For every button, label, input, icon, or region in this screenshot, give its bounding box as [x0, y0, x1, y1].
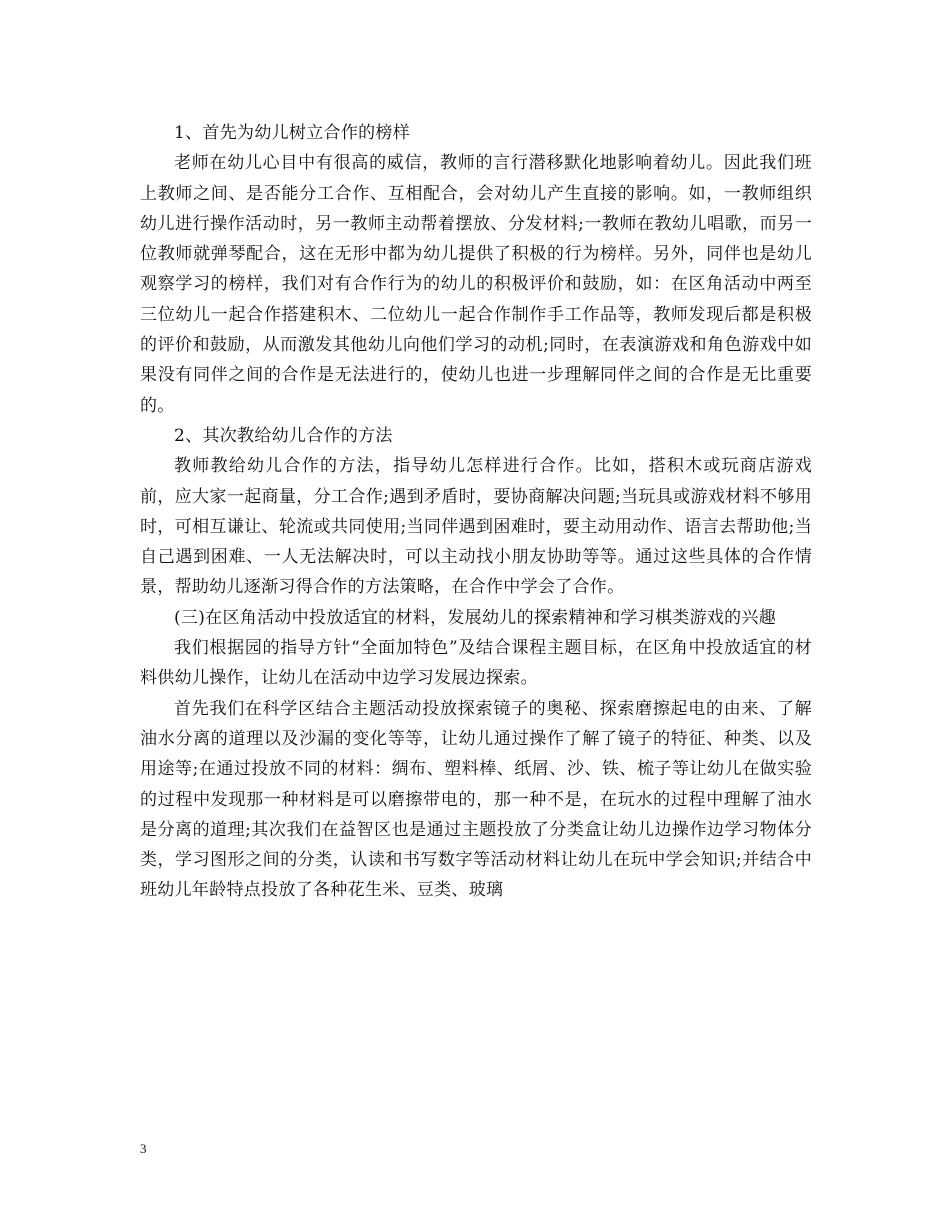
heading-teach-cooperation-method: 2、其次教给幼儿合作的方法	[174, 425, 393, 446]
paragraph-cooperation-method: 教师教给幼儿合作的方法，指导幼儿怎样进行合作。比如，搭积木或玩商店游戏前，应大家一起商量，分工合作;遇到矛盾时，要协商解决问题;当玩具或游戏材料不够用时，可相互谦让、轮流或共同使用;当同伴遇到困难时，要主动用动作、语言去帮助他;当自己遇到困难、一人无法解决时，可以主动找小朋友协助等等。通过这些具体的合作情景，帮助幼儿逐渐习得合作的方法策略，在合作中学会了合作。	[140, 456, 812, 598]
paragraph-teacher-role-model: 老师在幼儿心目中有很高的威信，教师的言行潜移默化地影响着幼儿。因此我们班上教师之间、是否能分工合作、互相配合，会对幼儿产生直接的影响。如，一教师组织幼儿进行操作活动时，另一教师主动帮着摆放、分发材料;一教师在教幼儿唱歌，而另一位教师就弹琴配合，这在无形中都为幼儿提供了积极的行为榜样。另外，同伴也是幼儿观察学习的榜样，我们对有合作行为的幼儿的积极评价和鼓励，如：在区角活动中两至三位幼儿一起合作搭建积木、二位幼儿一起合作制作手工作品等，教师发现后都是积极的评价和鼓励，从而激发其他幼儿向他们学习的动机;同时，在表演游戏和角色游戏中如果没有同伴之间的合作是无法进行的，使幼儿也进一步理解同伴之间的合作是无比重要的。	[140, 153, 812, 416]
heading-section-three: (三)在区角活动中投放适宜的材料，发展幼儿的探索精神和学习棋类游戏的兴趣	[174, 607, 777, 628]
heading-first-set-example: 1、首先为幼儿树立合作的榜样	[174, 123, 411, 143]
page-number: 3	[140, 1141, 147, 1156]
paragraph-science-area: 首先我们在科学区结合主题活动投放探索镜子的奥秘、探索磨擦起电的由来、了解油水分离的道理以及沙漏的变化等等，让幼儿通过操作了解了镜子的特征、种类、以及用途等;在通过投放不同的材料：绸布、塑料棒、纸屑、沙、铁、梳子等让幼儿在做实验的过程中发现那一种材料是可以磨擦带电的，那一种不是，在玩水的过程中理解了油水是分离的道理;其次我们在益智区也是通过主题投放了分类盒让幼儿边操作边学习物体分类，学习图形之间的分类，认读和书写数字等活动材料让幼儿在玩中学会知识;并结合中班幼儿年龄特点投放了各种花生米、豆类、玻璃	[140, 698, 812, 901]
paragraph-guiding-policy: 我们根据园的指导方针“全面加特色”及结合课程主题目标，在区角中投放适宜的材料供幼儿操作，让幼儿在活动中边学习发展边探索。	[140, 638, 812, 689]
document-body	[140, 118, 812, 906]
